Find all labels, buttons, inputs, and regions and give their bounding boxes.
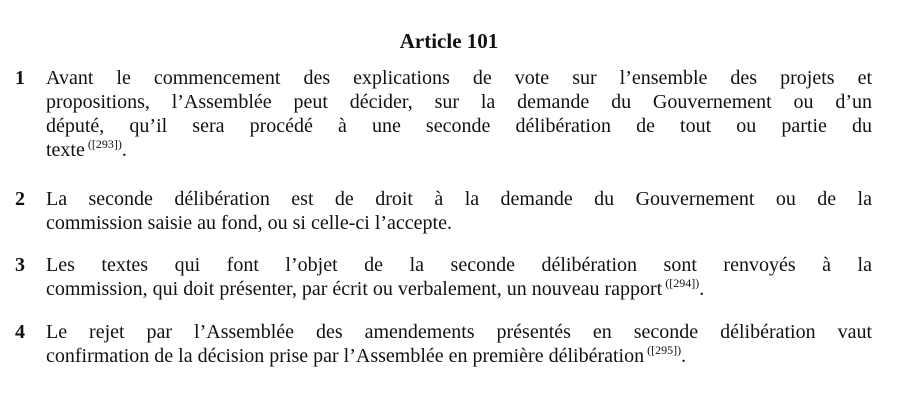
paragraph-number: 4 <box>15 321 25 343</box>
paragraph-text <box>46 253 872 301</box>
paragraph-line: Les textes qui font l’objet de la seconde délibération sont renvoyés à la <box>46 254 872 276</box>
paragraph-line-last <box>46 277 872 301</box>
footnote-reference[interactable]: ([294]) <box>665 276 700 290</box>
paragraph-number: 3 <box>15 254 25 276</box>
paragraph-line: député, qu’il sera procédé à une seconde délibération de tout ou partie du <box>46 115 872 137</box>
paragraph-text <box>46 187 872 235</box>
footnote-reference[interactable]: ([295]) <box>647 343 682 357</box>
paragraph-line: Le rejet par l’Assemblée des amendements présentés en seconde délibération vaut <box>46 321 872 343</box>
article-title: Article 101 <box>399 29 499 53</box>
paragraph-text <box>46 66 872 162</box>
paragraph-line-last <box>46 138 872 162</box>
paragraph-number: 2 <box>15 188 25 210</box>
paragraph-line: texte <box>46 139 85 161</box>
sentence-end: . <box>121 139 127 161</box>
paragraph-line: Avant le commencement des explications de vote sur l’ensemble des projets et <box>46 67 872 89</box>
footnote-reference[interactable]: ([293]) <box>87 137 122 151</box>
sentence-end: . <box>681 345 687 367</box>
paragraph-line: confirmation de la décision prise par l’Assemblée en première délibération <box>46 345 645 367</box>
paragraph-line-last <box>46 344 872 368</box>
paragraph-line: commission, qui doit présenter, par écrit ou verbalement, un nouveau rapport <box>46 278 663 300</box>
paragraph-number: 1 <box>15 67 25 89</box>
paragraph-line: La seconde délibération est de droit à la demande du Gouvernement ou de la <box>46 188 872 210</box>
paragraph-line: commission saisie au fond, ou si celle-ci l’accepte. <box>46 212 452 234</box>
paragraph-text <box>46 320 872 368</box>
paragraph-line: propositions, l’Assemblée peut décider, sur la demande du Gouvernement ou d’un <box>46 91 872 113</box>
sentence-end: . <box>699 278 705 300</box>
